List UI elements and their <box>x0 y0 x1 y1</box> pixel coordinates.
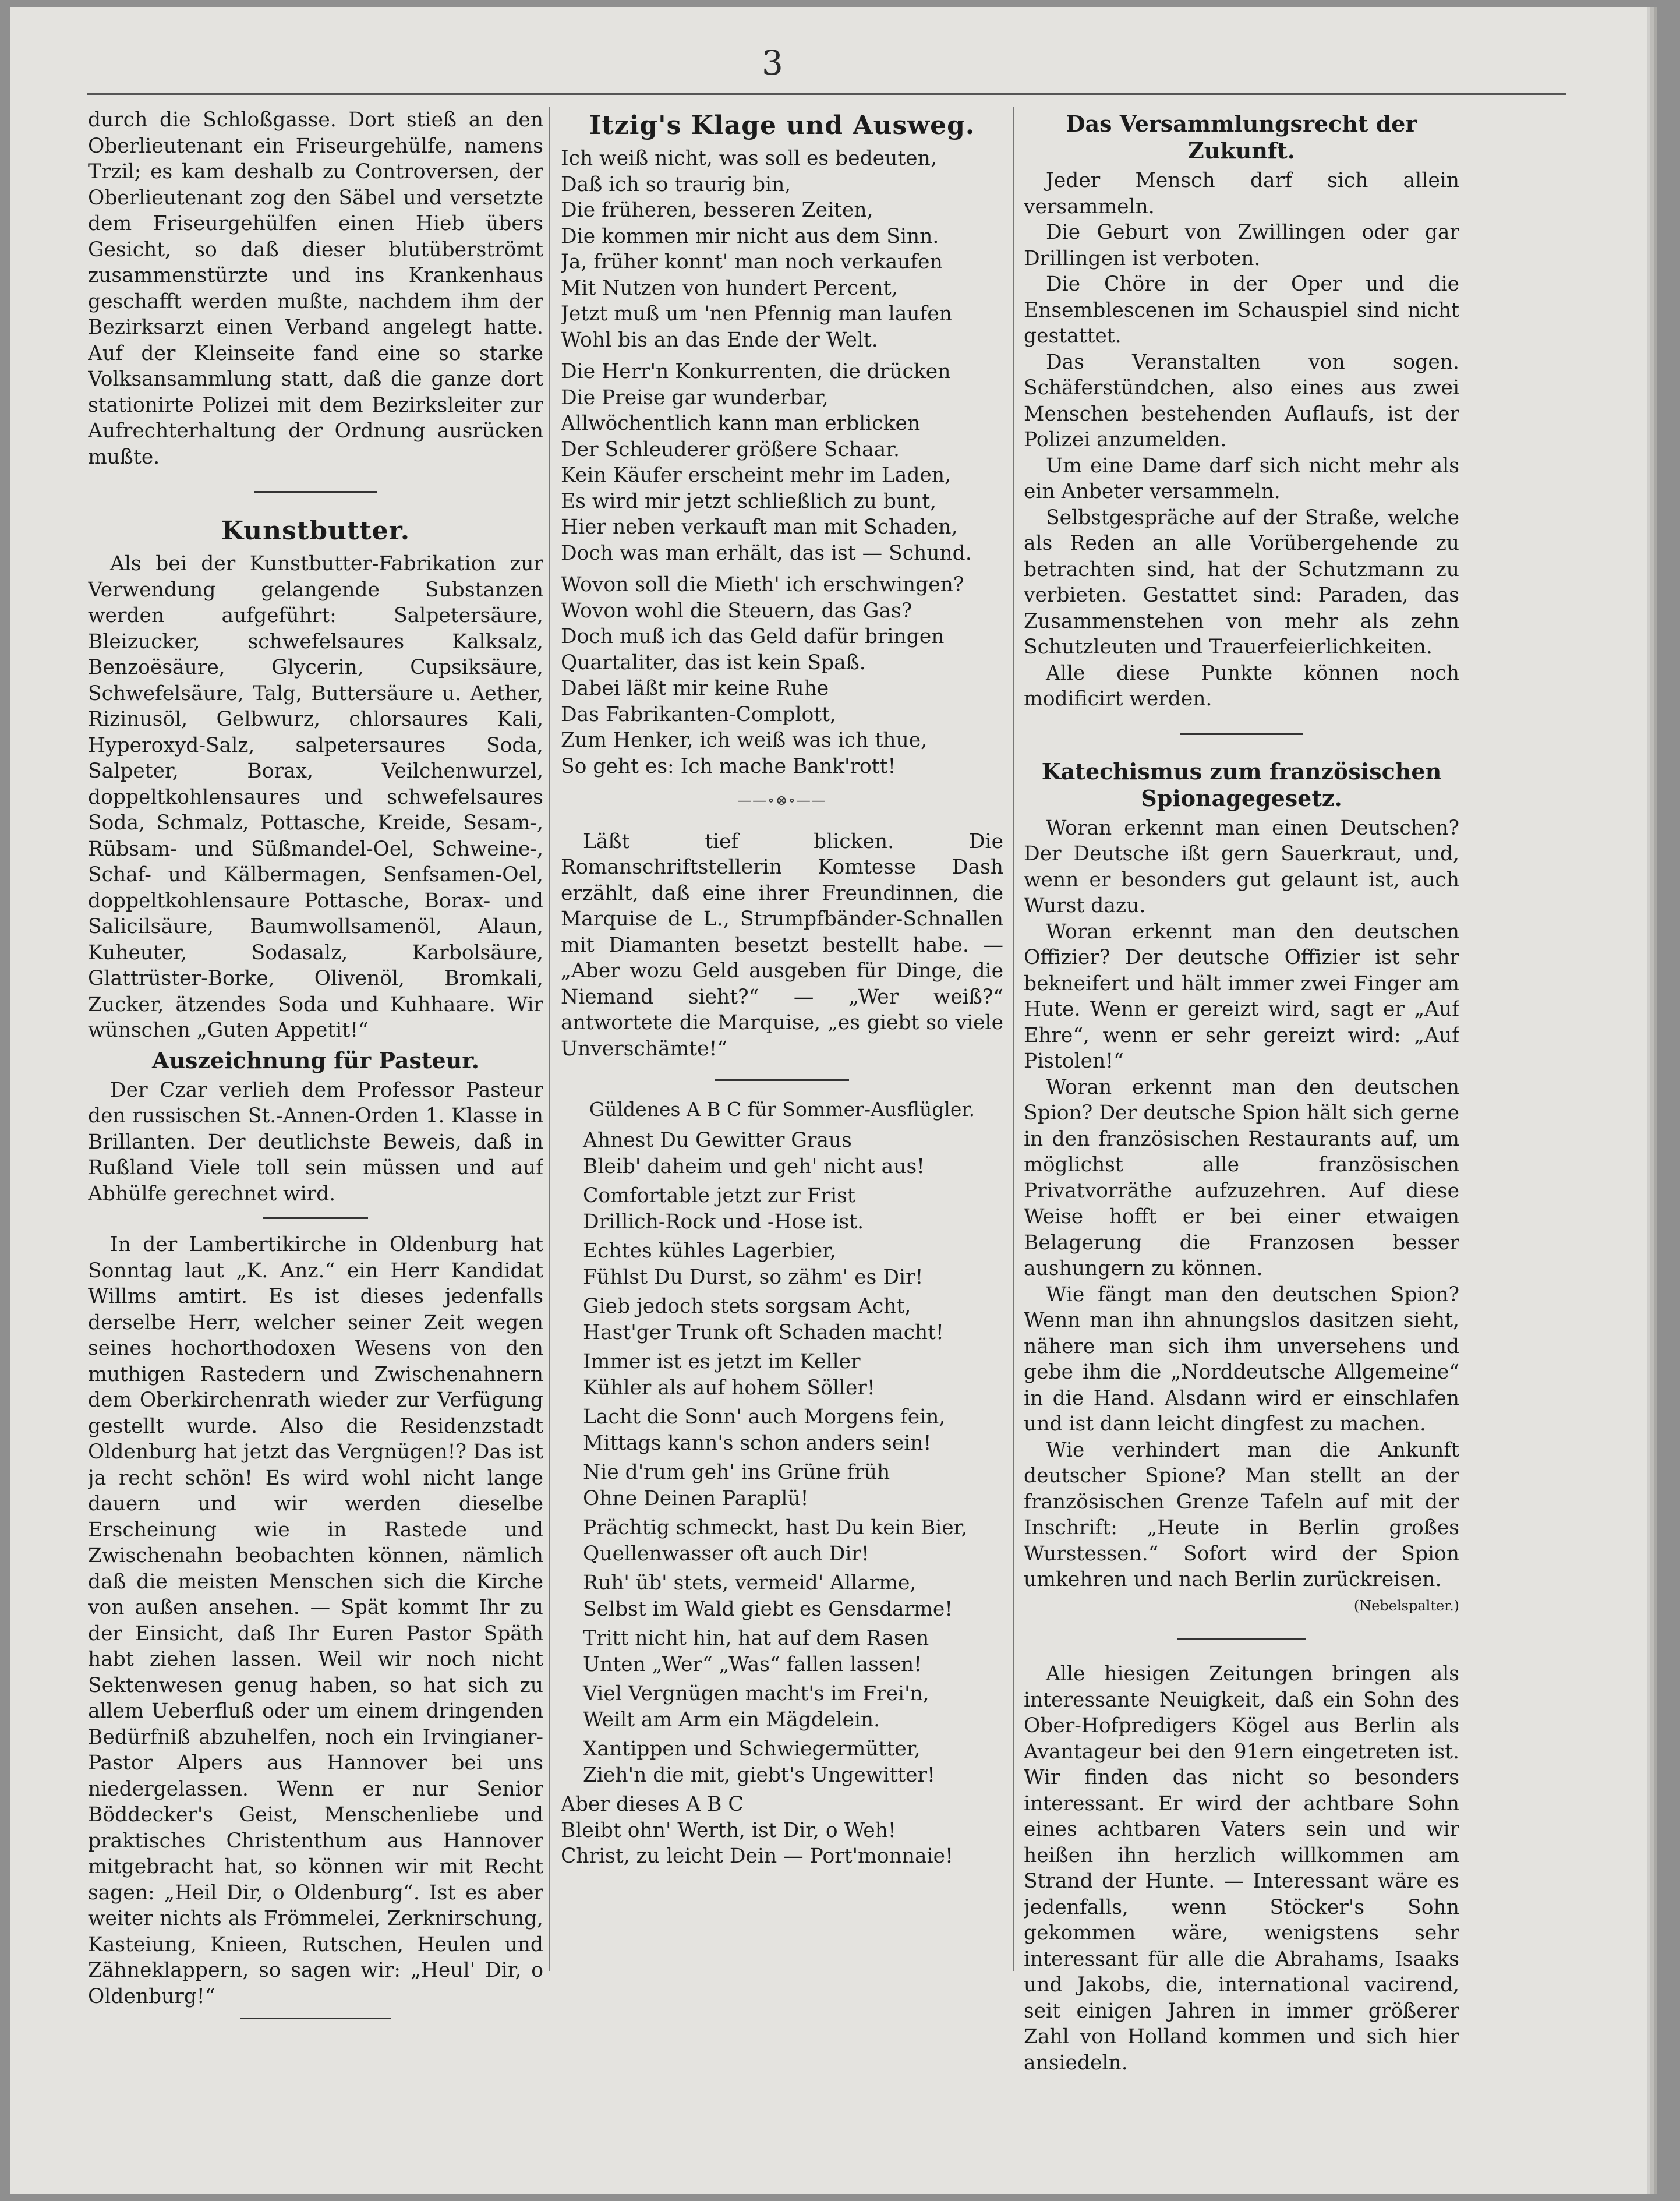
abc-line: Kühler als auf hohem Söller! <box>583 1376 875 1400</box>
headline-katechismus: Katechismus zum französischen Spionagegesetz. <box>1041 758 1442 811</box>
end-rule <box>240 2018 391 2019</box>
poem-line: Der Schleuderer größere Schaar. <box>561 437 900 461</box>
source-credit-row <box>1024 1593 1459 1619</box>
separator-rule <box>1180 733 1303 735</box>
poem-line: Daß ich so traurig bin, <box>561 172 791 196</box>
paragraph: Um eine Dame darf sich nicht mehr als ein Anbeter versammeln. <box>1024 454 1459 503</box>
poem-line: Das Fabrikanten-Complott, <box>561 702 836 726</box>
paragraph: Die Chöre in der Oper und die Ensemblescenen im Schauspiel sind nicht gestattet. <box>1024 273 1459 348</box>
abc-line: Aber dieses A B C <box>561 1793 744 1816</box>
paragraph: Wie verhindert man die Ankunft deutscher Spione? Man stellt an der französischen Grenze Tafeln auf mit der Inschrift: „Heute in Berlin großes Wurstessen.“ Sofort wird der Spion umkehren und nach Berlin zurückreisen. <box>1024 1438 1459 1591</box>
source-credit: (Nebelspalter.) <box>1353 1597 1459 1614</box>
abc-line: Zieh'n die mit, giebt's Ungewitter! <box>583 1763 935 1787</box>
article-koegel: Alle hiesigen Zeitungen bringen als interessante Neuigkeit, daß ein Sohn des Ober-Hofpredigers Kögel aus Berlin als Avantageur bei den 91ern eingetreten ist. Wir finden das nicht so besonders interessant. Er wird der achtbare Sohn eines achtbaren Vaters sein und wir heißen ihn herzlich willkommen am Strand der Hunte. — Interessant wäre es jedenfalls, wenn Stöcker's Sohn gekommen wäre, wenigstens sehr interessant für alle die Abrahams, Isaaks und Jakobs, die, international vacirend, seit einigen Jahren in immer größerer Zahl von Holland kommen und sich hier ansiedeln. <box>1024 1662 1459 2075</box>
poem-line: Allwöchentlich kann man erblicken <box>561 412 921 435</box>
poem-line: Jetzt muß um 'nen Pfennig man laufen <box>561 302 952 326</box>
column-right <box>1024 107 1459 2076</box>
article-pasteur: Der Czar verlieh dem Professor Pasteur den russischen St.-Annen-Orden 1. Klasse in Brillanten. Der deutlichste Beweis, daß in Rußland Viele toll sein müssen und auf Abhülfe gerechnet wird. <box>88 1078 543 1206</box>
poem-line: Doch muß ich das Geld dafür bringen <box>561 625 945 648</box>
column-divider <box>1013 107 1014 1971</box>
poem-line: Mit Nutzen von hundert Percent, <box>561 276 898 300</box>
header-rule <box>87 93 1566 95</box>
abc-line: Lacht die Sonn' auch Morgens fein, <box>583 1405 946 1429</box>
poem-line: Die früheren, besseren Zeiten, <box>561 199 873 222</box>
abc-poem <box>561 1128 1003 1792</box>
poem-line: Kein Käufer erscheint mehr im Laden, <box>561 464 952 487</box>
article-tief-blicken: Läßt tief blicken. Die Romanschriftstellerin Komtesse Dash erzählt, daß eine ihrer Freundinnen, die Marquise de L., Strumpfbänder-Schnallen mit Diamanten besetzt bestellt habe. — „Aber wozu Geld ausgeben für Dinge, die Niemand sieht?“ — „Wer weiß?“ antwortete die Marquise, „es giebt so viele Unverschämte!“ <box>561 829 1003 1061</box>
headline-pasteur: Auszeichnung für Pasteur. <box>151 1047 480 1073</box>
poem-line: Wohl bis an das Ende der Welt. <box>561 328 878 352</box>
page-number: 3 <box>762 43 783 83</box>
separator-rule <box>263 1217 368 1219</box>
paragraph: Alle diese Punkte können noch modificirt werden. <box>1024 661 1459 711</box>
poem-stanza <box>561 146 1003 353</box>
paragraph: Woran erkennt man den deutschen Spion? Der deutsche Spion hält sich gerne in den französischen Restaurants auf, um möglichst alle französischen Privatvorräthe aufzuzehren. Auf diese Weise hofft er bei einer etwaigen Belagerung die Franzosen besser aushungern zu können. <box>1024 1075 1459 1280</box>
poem-line: Ja, früher konnt' man noch verkaufen <box>561 250 943 274</box>
headline-abc: Güldenes A B C für Sommer-Ausflügler. <box>589 1098 975 1121</box>
separator-rule <box>254 491 377 493</box>
paragraph: Die Geburt von Zwillingen oder gar Drillingen ist verboten. <box>1024 221 1459 270</box>
abc-line: Ahnest Du Gewitter Graus <box>583 1129 852 1152</box>
poem-stanza <box>561 359 1003 566</box>
headline-versammlungsrecht: Das Versammlungsrecht der Zukunft. <box>1066 111 1417 164</box>
separator-rule <box>1177 1638 1306 1640</box>
abc-line: Echtes kühles Lagerbier, <box>583 1239 836 1263</box>
abc-line: Immer ist es jetzt im Keller <box>583 1350 861 1373</box>
newspaper-page <box>10 7 1647 2194</box>
article-continuation: durch die Schloßgasse. Dort stieß an den Oberlieutenant ein Friseurgehülfe, namens Trzil; es kam deshalb zu Controversen, der Oberlieutenant zog den Säbel und versetzte dem Friseurgehülfen einen Hieb übers Gesicht, so daß dieser blutüberströmt zusammenstürzte und ins Krankenhaus geschafft werden mußte, nachdem ihm der Bezirksarzt einen Verband angelegt hatte. Auf der Kleinseite fand eine so starke Volksansammlung statt, daß die ganze dort stationirte Polizei mit dem Bezirksleiter zur Aufrechterhaltung der Ordnung ausrücken mußte. <box>88 108 543 469</box>
paragraph: Jeder Mensch darf sich allein versammeln. <box>1024 169 1459 218</box>
poem-line: Doch was man erhält, das ist — Schund. <box>561 541 972 565</box>
abc-line: Xantippen und Schwiegermütter, <box>583 1737 921 1761</box>
poem-line: Die Preise gar wunderbar, <box>561 386 829 409</box>
column-left <box>88 107 543 2019</box>
abc-line: Fühlst Du Durst, so zähm' es Dir! <box>583 1265 924 1289</box>
poem-line: Ich weiß nicht, was soll es bedeuten, <box>561 147 937 170</box>
ornament-divider: ——∘⊗∘—— <box>737 792 827 808</box>
abc-line: Nie d'rum geh' ins Grüne früh <box>583 1461 890 1484</box>
poem-line: Es wird mir jetzt schließlich zu bunt, <box>561 489 937 513</box>
paragraph: Selbstgespräche auf der Straße, welche als Reden an alle Vorübergehende zu betrachten sind, hat der Schutzmann zu verbieten. Gestattet sind: Paraden, das Zusammenstehen von mehr als zehn Schutzleuten und Trauerfeierlichkeiten. <box>1024 506 1459 659</box>
poem-line: Die Herr'n Konkurrenten, die drücken <box>561 360 951 383</box>
abc-line: Selbst im Wald giebt es Gensdarme! <box>583 1597 953 1621</box>
abc-line: Prächtig schmeckt, hast Du kein Bier, <box>583 1516 968 1539</box>
poem-line: Wovon soll die Mieth' ich erschwingen? <box>561 573 964 596</box>
paragraph: Das Veranstalten von sogen. Schäferstündchen, also eines aus zwei Menschen bestehenden Auflaufs, ist der Polizei anzumelden. <box>1024 350 1459 451</box>
poem-line: Quartaliter, das ist kein Spaß. <box>561 651 866 674</box>
abc-line: Bleibt ohn' Werth, ist Dir, o Weh! <box>561 1818 896 1842</box>
column-divider <box>549 107 550 1971</box>
poem-line: Hier neben verkauft man mit Schaden, <box>561 515 958 539</box>
abc-line: Hast'ger Trunk oft Schaden macht! <box>583 1320 944 1344</box>
column-middle <box>561 107 1003 1875</box>
poem-line: Dabei läßt mir keine Ruhe <box>561 677 829 700</box>
abc-line: Gieb jedoch stets sorgsam Acht, <box>583 1295 911 1318</box>
abc-line: Tritt nicht hin, hat auf dem Rasen <box>583 1627 929 1650</box>
poem-line: Wovon wohl die Steuern, das Gas? <box>561 599 912 623</box>
abc-line: Quellenwasser oft auch Dir! <box>583 1542 869 1566</box>
poem-line: So geht es: Ich mache Bank'rott! <box>561 754 896 778</box>
article-oldenburg: In der Lambertikirche in Oldenburg hat Sonntag laut „K. Anz.“ ein Herr Kandidat Willms amtirt. Es ist dieses jedenfalls derselbe Herr, welcher seiner Zeit wegen seines hochorthodoxen Wesens von den muthigen Rastedern und Zwischenahnern dem Oberkirchenrath wieder zur Verfügung gestellt wurde. Also die Residenzstadt Oldenburg hat jetzt das Vergnügen!? Das ist ja recht schön! Es wird wohl nicht lange dauern und wir werden dieselbe Erscheinung wie in Rastede und Zwischenahn beobachten können, nämlich daß die meisten Menschen sich die Kirche von außen ansehen. — Spät kommt Ihr zu der Einsicht, daß Ihr Euren Pastor Späth habt ziehen lassen. Weil wir noch nicht Sektenwesen genug haben, so hat sich zu allem Ueberfluß oder um einem dringenden Bedürfniß abzuhelfen, noch ein Irvingianer-Pastor Alpers aus Hannover bei uns niedergelassen. Wenn er nur Senior Böddecker's Geist, Menschenliebe und praktisches Christenthum aus Hannover mitgebracht hat, so können wir mit Recht sagen: „Heil Dir, o Oldenburg“. Ist es aber weiter nichts als Frömmelei, Zerknirschung, Kasteiung, Knieen, Rutschen, Heulen und Zähneklappern, so sagen wir: „Heul' Dir, o Oldenburg!“ <box>88 1233 543 2008</box>
abc-line: Ohne Deinen Paraplü! <box>583 1486 809 1510</box>
paragraph: Woran erkennt man einen Deutschen? Der Deutsche ißt gern Sauerkraut, und, wenn er besonders gut gelaunt ist, auch Wurst dazu. <box>1024 816 1459 917</box>
abc-line: Unten „Wer“ „Was“ fallen lassen! <box>583 1652 922 1676</box>
poem-stanza <box>561 572 1003 779</box>
abc-final-stanza <box>561 1792 1003 1870</box>
abc-line: Mittags kann's schon anders sein! <box>583 1431 932 1455</box>
abc-line: Bleib' daheim und geh' nicht aus! <box>583 1154 925 1178</box>
abc-line: Weilt am Arm ein Mägdelein. <box>583 1708 880 1732</box>
abc-line: Viel Vergnügen macht's im Frei'n, <box>583 1682 929 1705</box>
article-kunstbutter: Als bei der Kunstbutter-Fabrikation zur Verwendung gelangende Substanzen werden aufgeführt: Salpetersäure, Bleizucker, schwefelsaures Kalksalz, Benzoësäure, Glycerin, Cupsiksäure, Schwefelsäure, Talg, Buttersäure u. Aether, Rizinusöl, Gelbwurz, chlorsaures Kali, Hyperoxyd-Salz, salpetersaures Soda, Salpeter, Borax, Veilchenwurzel, doppeltkohlensaures und schwefelsaures Soda, Schmalz, Pottasche, Kreide, Sesam-, Rübsam- und Süßmandel-Oel, Schweine-, Schaf- und Kälbermagen, Senfsamen-Oel, doppeltkohlensaure Pottasche, Borax- und Salicilsäure, Baumwollsamenöl, Alaun, Kuheuter, Sodasalz, Karbolsäure, Glattrüster-Borke, Olivenöl, Bromkali, Zucker, ätzendes Soda und Kuhhaare. Wir wünschen „Guten Appetit!“ <box>88 552 543 1042</box>
poem-line: Die kommen mir nicht aus dem Sinn. <box>561 224 939 248</box>
paragraph: Wie fängt man den deutschen Spion? Wenn man ihn ahnungslos dasitzen sieht, nähere man sich ihm unversehens und gebe ihm die „Norddeutsche Allgemeine“ in die Hand. Alsdann wird er einschlafen und ist dann leicht dingfest zu machen. <box>1024 1283 1459 1436</box>
abc-line: Comfortable jetzt zur Frist <box>583 1184 855 1207</box>
headline-itzig: Itzig's Klage und Ausweg. <box>589 111 975 140</box>
abc-line: Christ, zu leicht Dein — Port'monnaie! <box>561 1845 953 1868</box>
separator-rule <box>715 1079 849 1081</box>
abc-line: Ruh' üb' stets, vermeid' Allarme, <box>583 1571 917 1595</box>
paragraph: Woran erkennt man den deutschen Offizier? Der deutsche Offizier ist sehr bekneifert und hält immer zwei Finger am Hute. Wenn er gereizt wird, sagt er „Auf Ehre“, wenn er sehr gereizt wird: „Auf Pistolen!“ <box>1024 920 1459 1073</box>
poem-line: Zum Henker, ich weiß was ich thue, <box>561 729 928 752</box>
abc-line: Drillich-Rock und -Hose ist. <box>583 1210 864 1234</box>
headline-kunstbutter: Kunstbutter. <box>221 516 411 546</box>
